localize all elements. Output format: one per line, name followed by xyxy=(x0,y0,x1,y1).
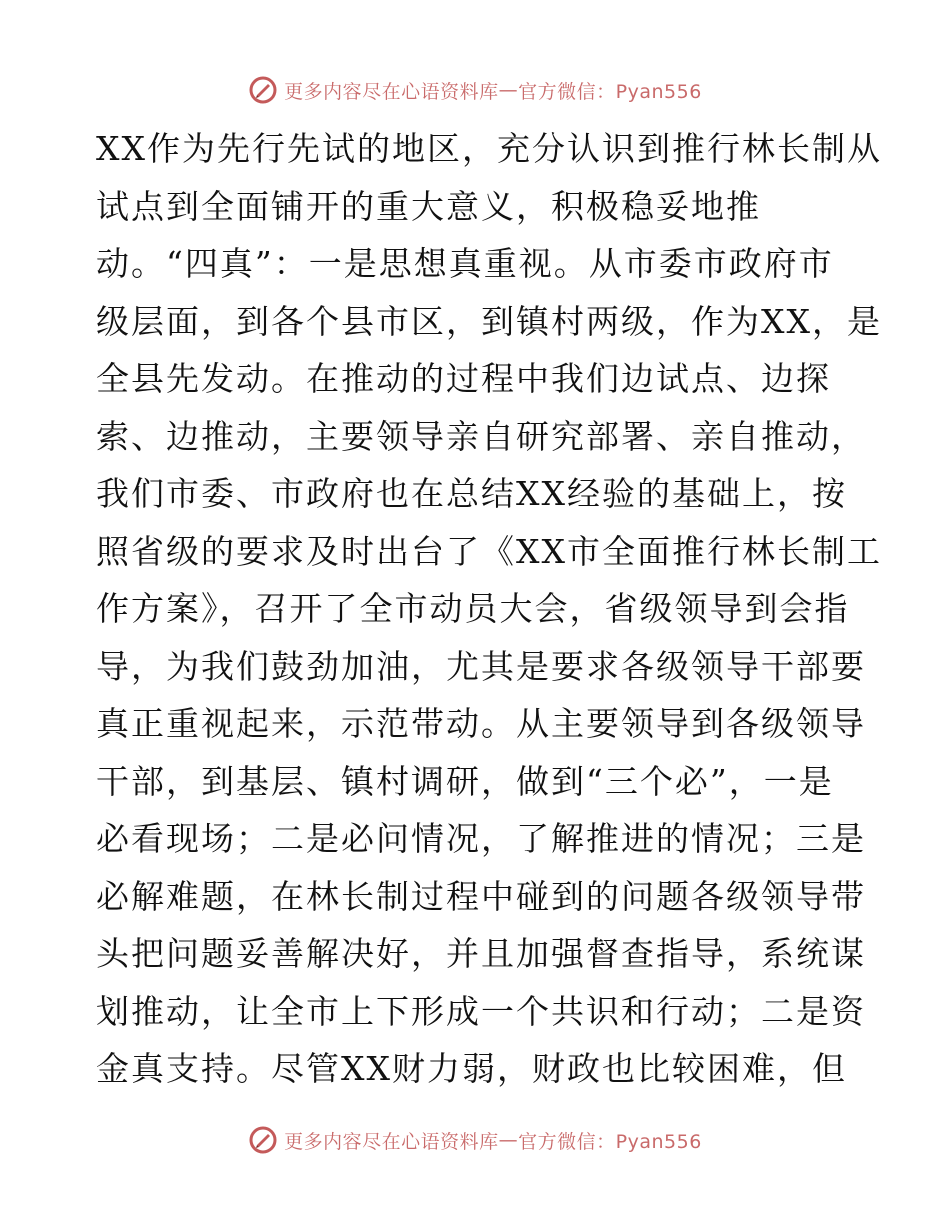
body-line: 必看现场；二是必问情况，了解推进的情况；三是 xyxy=(96,819,866,858)
body-line: 划推动，让全市上下形成一个共识和行动；二是资 xyxy=(96,991,866,1031)
footer-watermark xyxy=(0,1120,950,1160)
body-line: 索、边推动，主要领导亲自研究部署、亲自推动， xyxy=(96,416,866,456)
watermark-contact: 官方微信：Pyan556 xyxy=(518,80,702,103)
body-line: 真正重视起来，示范带动。从主要领导到各级领导 xyxy=(96,704,866,743)
watermark-contact: 官方微信：Pyan556 xyxy=(518,1130,702,1153)
body-line: 我们市委、市政府也在总结XX经验的基础上，按 xyxy=(96,474,847,513)
body-line: 照省级的要求及时出台了《XX市全面推行林长制工 xyxy=(96,531,882,571)
header-watermark xyxy=(0,70,950,110)
body-line: 级层面，到各个县市区，到镇村两级，作为XX，是 xyxy=(96,301,882,341)
body-line: 试点到全面铺开的重大意义，积极稳妥地推 xyxy=(96,186,761,226)
body-line: 全县先发动。在推动的过程中我们边试点、边探 xyxy=(96,359,831,398)
watermark-text: 更多内容尽在心语资料库 xyxy=(284,1130,499,1153)
document-body xyxy=(96,120,882,1098)
body-line: 作方案》，召开了全市动员大会，省级领导到会指 xyxy=(96,589,850,628)
pen-circle-logo-icon xyxy=(248,75,278,105)
body-line: 必解难题，在林长制过程中碰到的问题各级领导带 xyxy=(96,876,866,916)
watermark-text: 更多内容尽在心语资料库 xyxy=(284,80,499,103)
body-line: XX作为先行先试的地区，充分认识到推行林长制从 xyxy=(96,129,882,168)
body-line: 金真支持。尽管XX财力弱，财政也比较困难，但 xyxy=(96,1049,847,1088)
body-line: 导，为我们鼓劲加油，尤其是要求各级领导干部要 xyxy=(96,646,866,686)
watermark-separator: — xyxy=(498,79,519,101)
body-line: 动。“四真”：一是思想真重视。从市委市政府市 xyxy=(96,244,834,283)
body-line: 干部，到基层、镇村调研，做到“三个必”，一是 xyxy=(96,761,834,801)
body-line: 头把问题妥善解决好，并且加强督查指导，系统谋 xyxy=(96,934,866,973)
pen-circle-logo-icon xyxy=(248,1125,278,1155)
watermark-separator: — xyxy=(498,1129,519,1151)
